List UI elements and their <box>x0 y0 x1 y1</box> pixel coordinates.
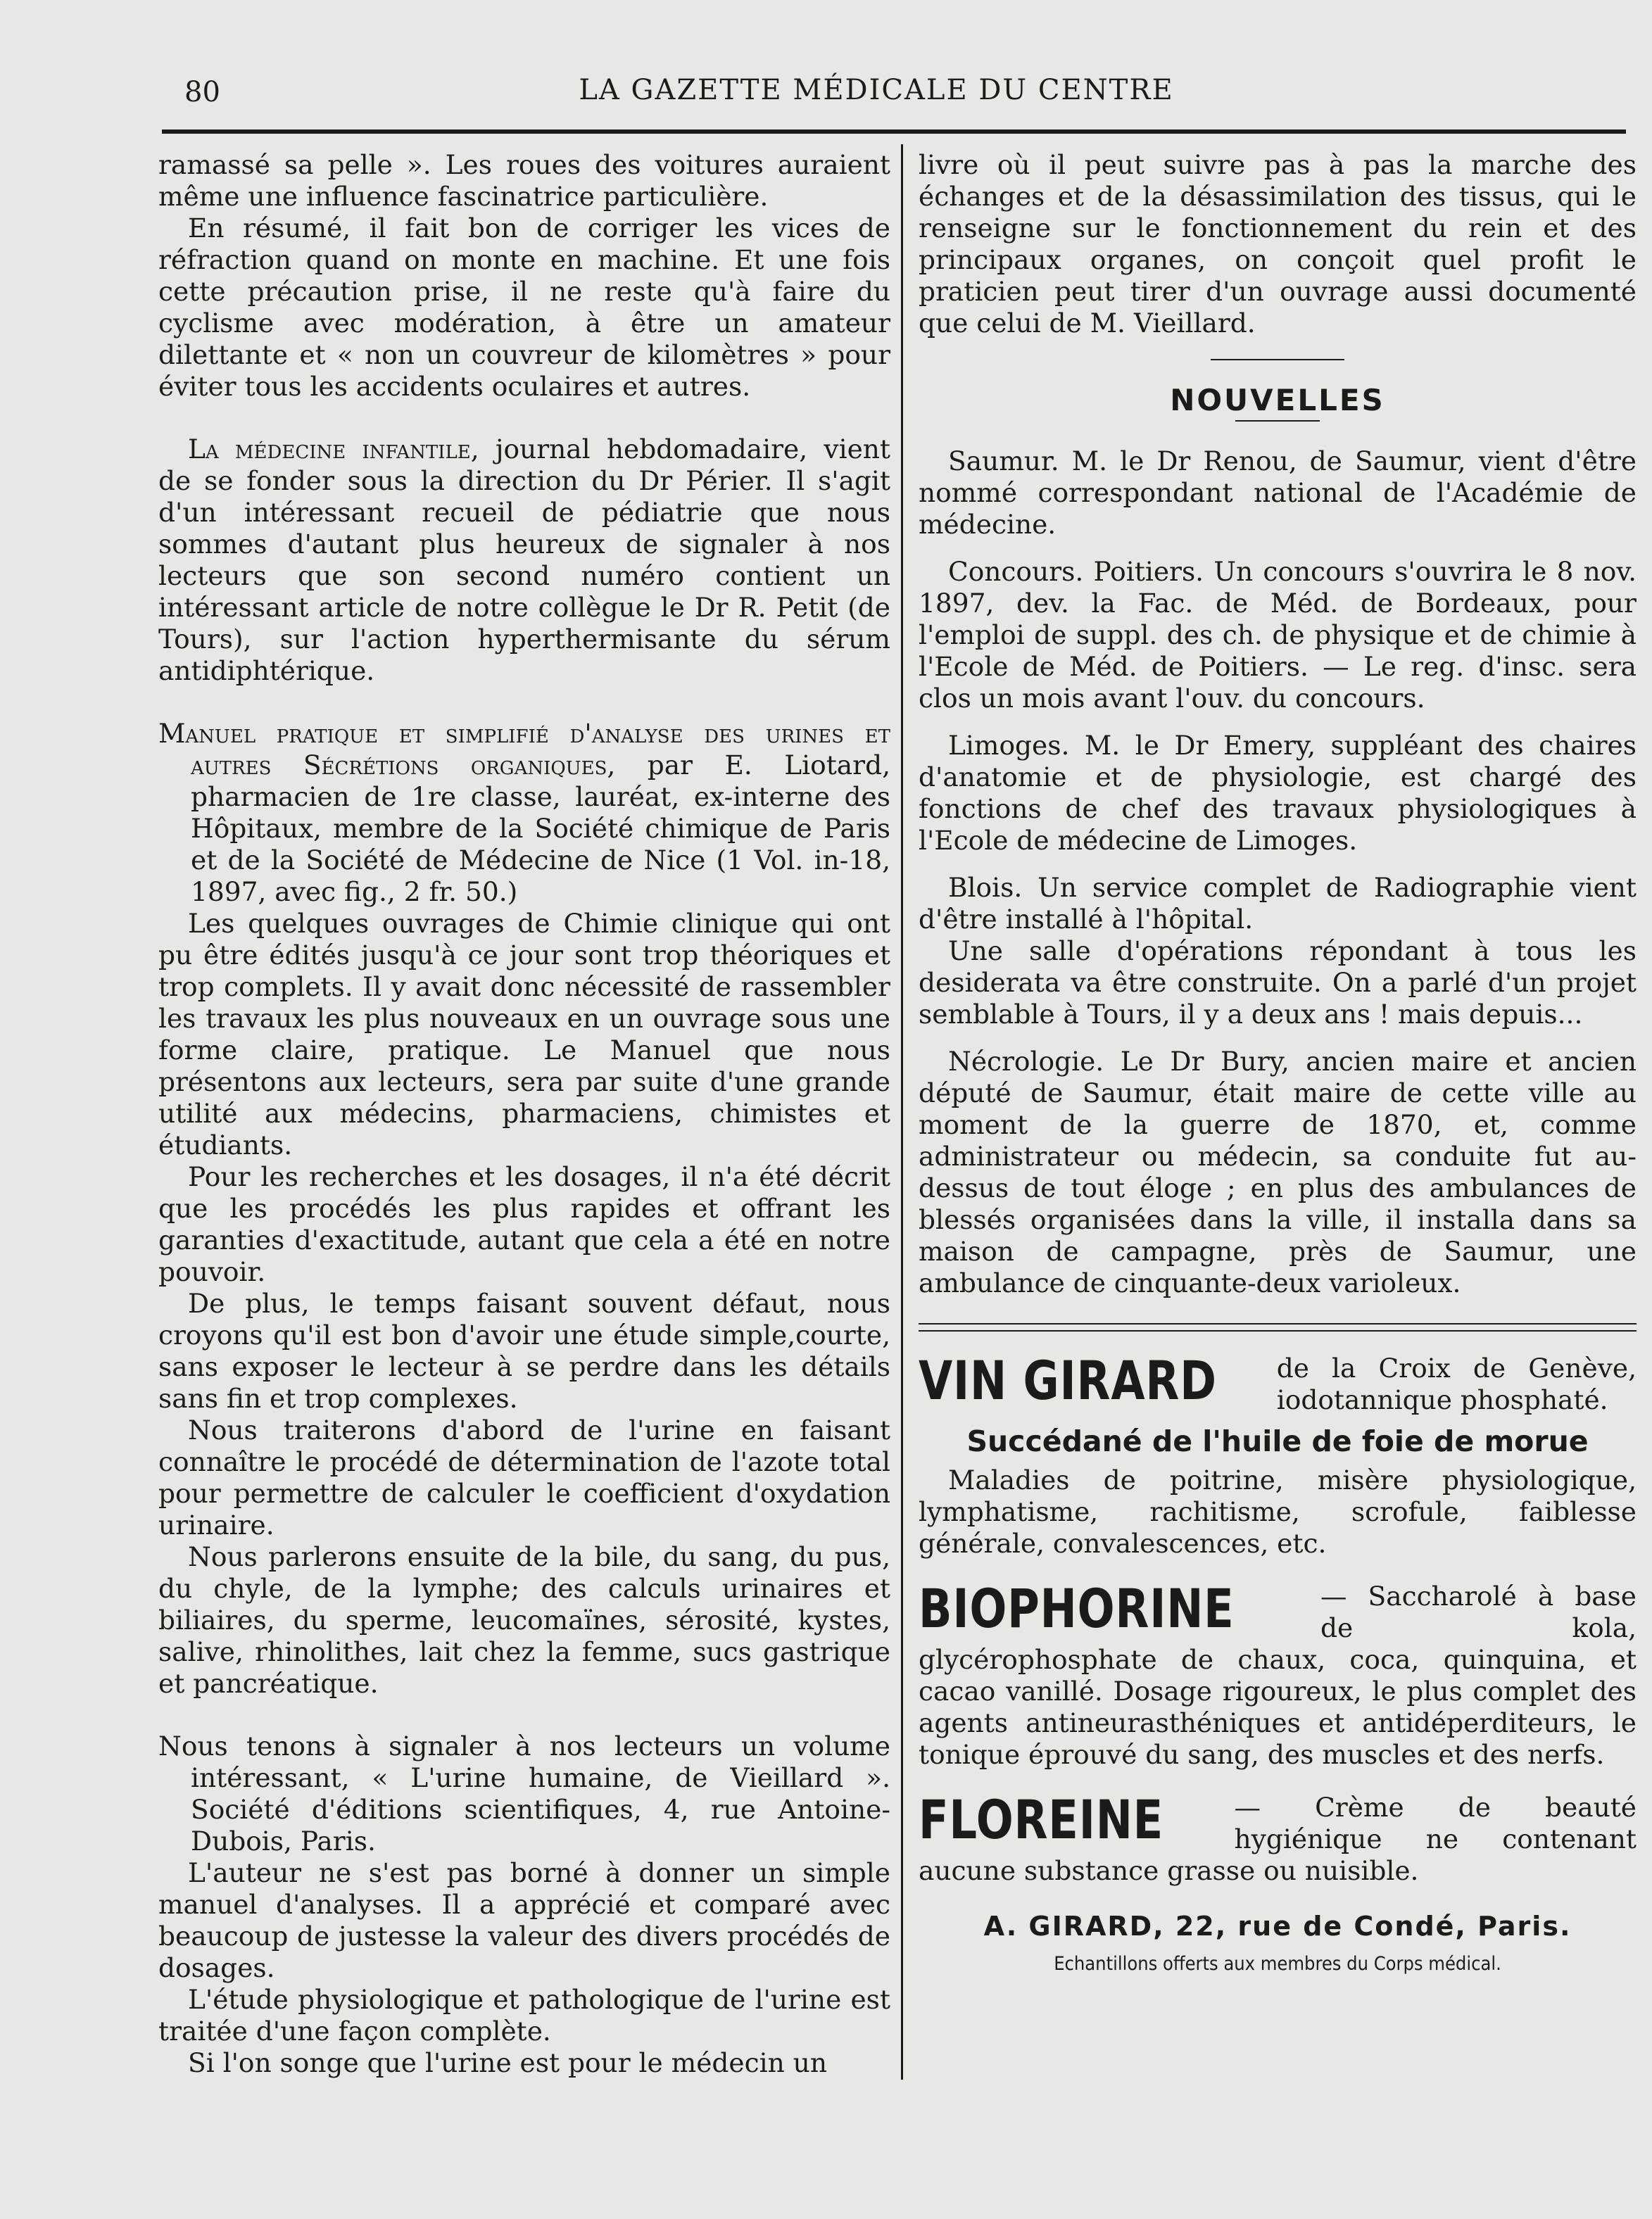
paragraph: Nous parlerons ensuite de la bile, du sang, du pus, du chyle, de la lymphe; des calculs urinaires et biliaires, du sperme, leucomaïnes, sérosité, kystes, salive, rhinolithes, lait chez la femme, sucs gastrique et pancréatique. <box>158 1541 890 1699</box>
brand-name: FLOREINE <box>919 1792 1164 1851</box>
left-column <box>158 149 890 2079</box>
section-title: NOUVELLES <box>1170 383 1385 417</box>
paragraph: ramassé sa pelle ». Les roues des voitures auraient même une influence fascinatrice particulière. <box>158 149 890 212</box>
lead-title: La médecine infantile <box>188 434 471 464</box>
right-column <box>919 149 1637 1980</box>
bibliography-entry: Manuel pratique et simplifié d'analyse des urines et autres Sécrétions organiques, par E. Liotard, pharmacien de 1re classe, lauréat, ex-interne des Hôpitaux, membre de la Société chimique de Paris et de la Société de Médecine de Nice (1 Vol. in-18, 1897, avec fig., 2 fr. 50.) <box>158 718 890 907</box>
ad-description: — Crème de beauté hygiénique ne contenant aucune substance grasse ou nuisible. <box>919 1792 1637 1886</box>
samples-note: Echantillons offerts aux membres du Corps médical. <box>1054 1953 1501 1975</box>
paragraph: Les quelques ouvrages de Chimie clinique qui ont pu être édités jusqu'à ce jour sont trop théoriques et trop complets. Il y avait donc nécessité de rassembler les travaux les plus nouveaux en un ouvrage sous une forme claire, pratique. Le Manuel que nous présentons aux lecteurs, sera par suite d'une grande utilité aux médecins, pharmaciens, chimistes et étudiants. <box>158 908 890 1161</box>
column-divider <box>901 144 903 2080</box>
advertisement-biophorine <box>919 1581 1637 1771</box>
ad-tagline: Succédané de l'huile de foie de morue <box>966 1424 1589 1458</box>
paragraph: Si l'on songe que l'urine est pour le médecin un <box>188 2047 827 2078</box>
divider <box>1211 359 1344 360</box>
journal-title: LA GAZETTE MÉDICALE DU CENTRE <box>579 74 1174 106</box>
paragraph: L'étude physiologique et pathologique de l'urine est traitée d'une façon complète. <box>158 1984 890 2047</box>
paragraph: En résumé, il fait bon de corriger les vices de réfraction quand on monte en machine. Et une fois cette précaution prise, il ne reste qu'à faire du cyclisme avec modération, à être un amateur dilettante et « non un couvreur de kilomètres » pour éviter tous les accidents oculaires et autres. <box>158 213 890 402</box>
advertisement-floreine <box>919 1792 1637 1887</box>
ad-body: Maladies de poitrine, misère physiologique, lymphatisme, rachitisme, scrofule, faiblesse générale, convalescences, etc. <box>919 1465 1637 1559</box>
ad-description: de la Croix de Genève, iodotannique phosphaté. <box>1276 1353 1637 1415</box>
brand-name: BIOPHORINE <box>919 1581 1235 1640</box>
paragraph: L'auteur ne s'est pas borné à donner un simple manuel d'analyses. Il a apprécié et comparé avec beaucoup de justesse la valeur des divers procédés de dosages. <box>158 1857 890 1983</box>
advertisement-vin-girard <box>919 1353 1637 1416</box>
news-item: Nécrologie. Le Dr Bury, ancien maire et ancien député de Saumur, était maire de cette ville au moment de la guerre de 1870, et, comme administrateur ou médecin, sa conduite fut au-dessus de tout éloge ; en plus des ambulances de blessés organisées dans la ville, il installa dans sa maison de campagne, près de Saumur, une ambulance de cinquante-deux varioleux. <box>919 1046 1637 1298</box>
news-item: Blois. Un service complet de Radiographie vient d'être installé à l'hôpital. <box>919 872 1637 935</box>
news-item-medecine-infantile: La médecine infantile, journal hebdomadaire, vient de se fonder sous la direction du Dr Périer. Il s'agit d'un intéressant recueil de pédiatrie que nous sommes d'autant plus heureux de signaler à nos lecteurs que son second numéro contient un intéressant article de notre collègue le Dr R. Petit (de Tours), sur l'action hyperthermisante du sérum antidiphtérique. <box>158 434 890 686</box>
advertiser-address: A. GIRARD, 22, rue de Condé, Paris. <box>983 1911 1572 1942</box>
brand-name: VIN GIRARD <box>919 1353 1217 1412</box>
paragraph: Nous tenons à signaler à nos lecteurs un volume intéressant, « L'urine humaine, de Vieillard ». Société d'éditions scientifiques, 4, rue Antoine-Dubois, Paris. <box>158 1731 890 1857</box>
news-item: Saumur. M. le Dr Renou, de Saumur, vient d'être nommé correspondant national de l'Académie de médecine. <box>919 445 1637 540</box>
news-item: Une salle d'opérations répondant à tous les desiderata va être construite. On a parlé d'un projet semblable à Tours, il y a deux ans ! mais depuis... <box>919 935 1637 1030</box>
paragraph: De plus, le temps faisant souvent défaut, nous croyons qu'il est bon d'avoir une étude simple,courte, sans exposer le lecteur à se perdre dans les détails sans fin et trop complexes. <box>158 1288 890 1414</box>
divider <box>1235 420 1320 422</box>
ad-description: — Saccharolé à base de kola, glycérophosphate de chaux, coca, quinquina, et cacao vanillé. Dosage rigoureux, le plus complet des agents antineurasthéniques et antidéperditeurs, le tonique éprouvé du sang, des muscles et des nerfs. <box>919 1581 1637 1770</box>
news-item: Concours. Poitiers. Un concours s'ouvrira le 8 nov. 1897, dev. la Fac. de Méd. de Bordeaux, pour l'emploi de suppl. des ch. de physique et de chimie à l'Ecole de Méd. de Poitiers. — Le reg. d'insc. sera clos un mois avant l'ouv. du concours. <box>919 556 1637 714</box>
paragraph: Pour les recherches et les dosages, il n'a été décrit que les procédés les plus rapides et offrant les garanties d'exactitude, autant que cela a été en notre pouvoir. <box>158 1161 890 1287</box>
book-title: Manuel pratique et simplifié d'analyse des urines et autres Sécrétions organiques <box>158 718 890 780</box>
header-rule <box>162 129 1626 134</box>
paragraph: Nous traiterons d'abord de l'urine en faisant connaître le procédé de détermination de l'azote total pour permettre de calculer le coefficient d'oxydation urinaire. <box>158 1415 890 1541</box>
page-number: 80 <box>184 76 220 108</box>
news-item: Limoges. M. le Dr Emery, suppléant des chaires d'anatomie et de physiologie, est chargé des fonctions de chef des travaux physiologiques à l'Ecole de médecine de Limoges. <box>919 730 1637 856</box>
paragraph: livre où il peut suivre pas à pas la marche des échanges et de la désassimilation des tissus, qui le renseigne sur le fonctionnement du rein et des principaux organes, on conçoit quel profit le praticien peut tirer d'un ouvrage aussi documenté que celui de M. Vieillard. <box>919 149 1637 339</box>
advertisement-rule <box>919 1323 1637 1332</box>
